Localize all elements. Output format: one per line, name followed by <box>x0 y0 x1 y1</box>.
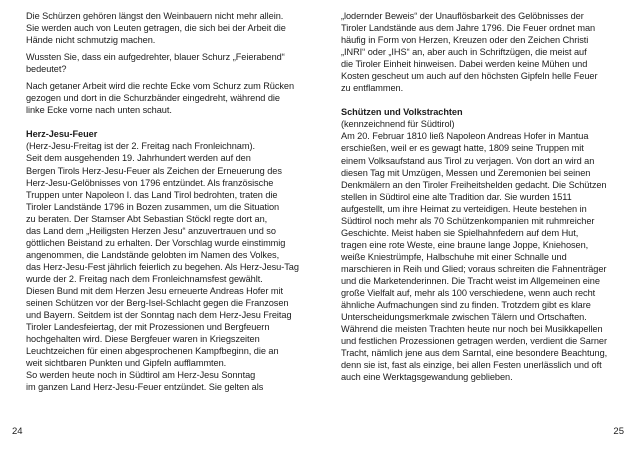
paragraph-herz-jesu-feuer: (Herz-Jesu-Freitag ist der 2. Freitag nach Fronleichnam). Seit dem ausgehenden 19. Jahrhundert werden auf den Bergen Tirols Herz-Jesu-Feuer als Zeichen der Erneuerung des Herz-Jesu-Gelöbnisses von 1796 entzündet. Als französische Truppen unter Napoleon I. das Land Tirol bedrohten, traten die Tiroler Landstände 1796 in Bozen zusammen, um die Situation zu beraten. Der Stamser Abt Sebastian Stöckl regte dort an, das Land dem „Heiligsten Herzen Jesu“ anzuvertrauen und so göttlichen Beistand zu erhalten. Der Vorschlag wurde einstimmig angenommen, die Landstände gelobten im Namen des Volkes, das Herz-Jesu-Fest jährlich feierlich zu begehen. Als Herz-Jesu-Tag wurde der 2. Freitag nach dem Fronleichnamsfest gewählt. Diesen Bund mit dem Herzen Jesu erneuerte Andreas Hofer mit seinen Schützen vor der Berg-Isel-Schlacht gegen die Franzosen und Bayern. Seitdem ist der Sonntag nach dem Herz-Jesu Freitag Tiroler Landesfeiertag, der mit Prozessionen und Bergfeuern hochgehalten wird. Diese Bergfeuer waren in Kriegszeiten Leuchtzeichen für einen abgesprochenen Kampfbeginn, die an weit sichtbaren Punkten und Gipfeln aufflammten. So werden heute noch in Südtirol am Herz-Jesu Sonntag im ganzen Land Herz-Jesu-Feuer entzündet. Sie gelten als <box>26 141 299 393</box>
right-page-text <box>341 10 617 383</box>
paragraph-schuerzen: Die Schürzen gehören längst den Weinbauern nicht mehr allein. Sie werden auch von Leuten getragen, die sich bei der Arbeit die Hände nicht schmutzig machen. <box>26 11 286 46</box>
paragraph-feierabend: Wussten Sie, dass ein aufgedrehter, blauer Schurz „Feierabend“ bedeutet? <box>26 52 285 75</box>
page-number-left: 24 <box>12 426 23 437</box>
page-number-right: 25 <box>613 426 624 437</box>
section-heading-schuetzen: Schützen und Volkstrachten <box>341 107 463 118</box>
paragraph-lodernder-beweis: „lodernder Beweis“ der Unauflösbarkeit des Gelöbnisses der Tiroler Landstände aus dem Jahre 1796. Die Feuer ordnet man häufig in Form von Herzen, Kreuzen oder den Zeichen Christi „INRI“ oder „IHS“ an, aber auch in Schriftzügen, die meist auf die Tiroler Einheit hinweisen. Dabei werden keine Mühen und Kosten gescheut um auch auf den höchsten Gipfeln helle Feuer zu entflammen. <box>341 11 598 94</box>
section-heading-herz-jesu-feuer: Herz-Jesu-Feuer <box>26 129 98 140</box>
paragraph-getaner-arbeit: Nach getaner Arbeit wird die rechte Ecke vom Schurz zum Rücken gezogen und dort in die Schurzbänder eingedreht, während die linke Ecke vorne nach unten schaut. <box>26 81 295 116</box>
left-page-text <box>26 10 300 393</box>
paragraph-schuetzen-volkstrachten: (kennzeichnend für Südtirol) Am 20. Februar 1810 ließ Napoleon Andreas Hofer in Mantua erschießen, weil er es gewagt hatte, 1809 seine Truppen mit einem Volksaufstand aus Tirol zu verjagen. Von dort an wird an diesen Tag mit Umzügen, Messen und Zeremonien bei seinen Denkmälern an den Tiroler Freiheitshelden gedacht. Die Schützen stellen in Südtirol eine alte Tradition dar. Sie wurden 1511 aufgestellt, um ihre Heimat zu verteidigen. Heute bestehen in Südtirol noch mehr als 70 Schützenkompanien mit ruhmreicher Geschichte. Meist haben sie Spielhahnfedern auf dem Hut, tragen eine rote Weste, eine braune lange Joppe, Kniehosen, weiße Kniestrümpfe, Halbschuhe mit einer Schnalle und marschieren in Reih und Glied; voraus schreiten die Fahnenträger und die Marketenderinnen. Die Tracht weist im Allgemeinen eine große Vielfalt auf, mehr als 100 verschiedene, wenn auch recht ähnliche Aufmachungen sind zu finden. Trotzdem gibt es klare Unterscheidungsmerkmale zwischen Tälern und Ortschaften. Während die meisten Trachten heute nur noch bei Musikkapellen und festlichen Prozessionen getragen werden, verdient die Sarner Tracht, nämlich jene aus dem Sarntal, eine besondere Beachtung, denn sie ist, fast als einzige, bei allen Festen unerlässlich und oft auch eine Werktagsgewandung geblieben. <box>341 119 608 383</box>
